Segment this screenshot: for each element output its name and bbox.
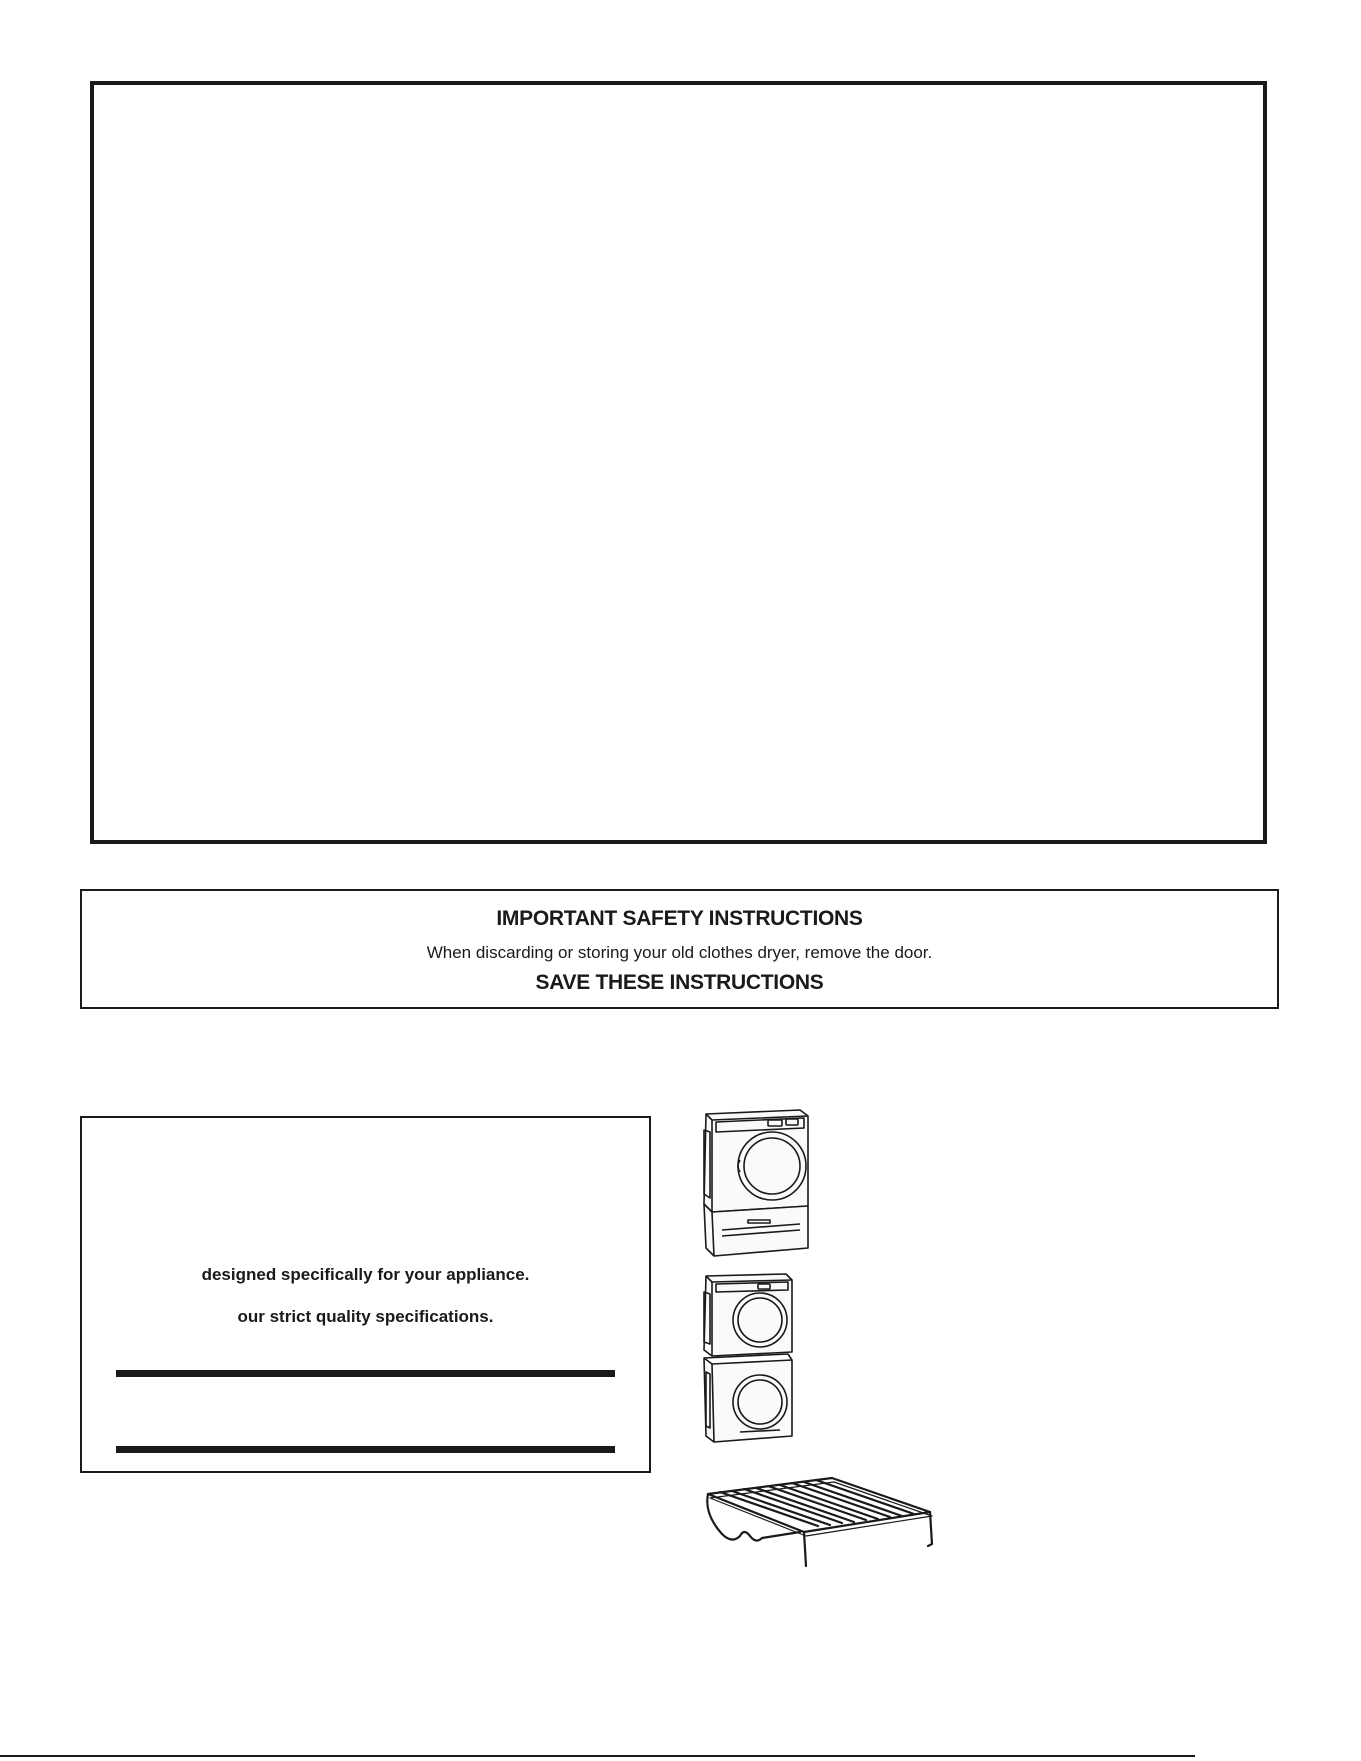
drying-rack-icon xyxy=(704,1474,944,1574)
accessories-line-2: our strict quality specifications. xyxy=(237,1307,494,1326)
accessories-rule-top xyxy=(116,1370,615,1377)
safety-title: IMPORTANT SAFETY INSTRUCTIONS xyxy=(496,907,863,930)
accessories-rule-bottom xyxy=(116,1446,615,1453)
safety-body: When discarding or storing your old clothes dryer, remove the door. xyxy=(426,943,933,962)
safety-save-instructions: SAVE THESE INSTRUCTIONS xyxy=(535,971,824,994)
accessories-line-1: designed specifically for your appliance. xyxy=(201,1265,530,1284)
dryer-on-pedestal-icon xyxy=(698,1108,814,1258)
footer-rule xyxy=(0,1755,1195,1757)
stacked-washer-dryer-icon xyxy=(700,1272,796,1447)
safety-instructions-box xyxy=(80,889,1279,1009)
accessories-box xyxy=(80,1116,651,1473)
warning-box xyxy=(90,81,1267,844)
